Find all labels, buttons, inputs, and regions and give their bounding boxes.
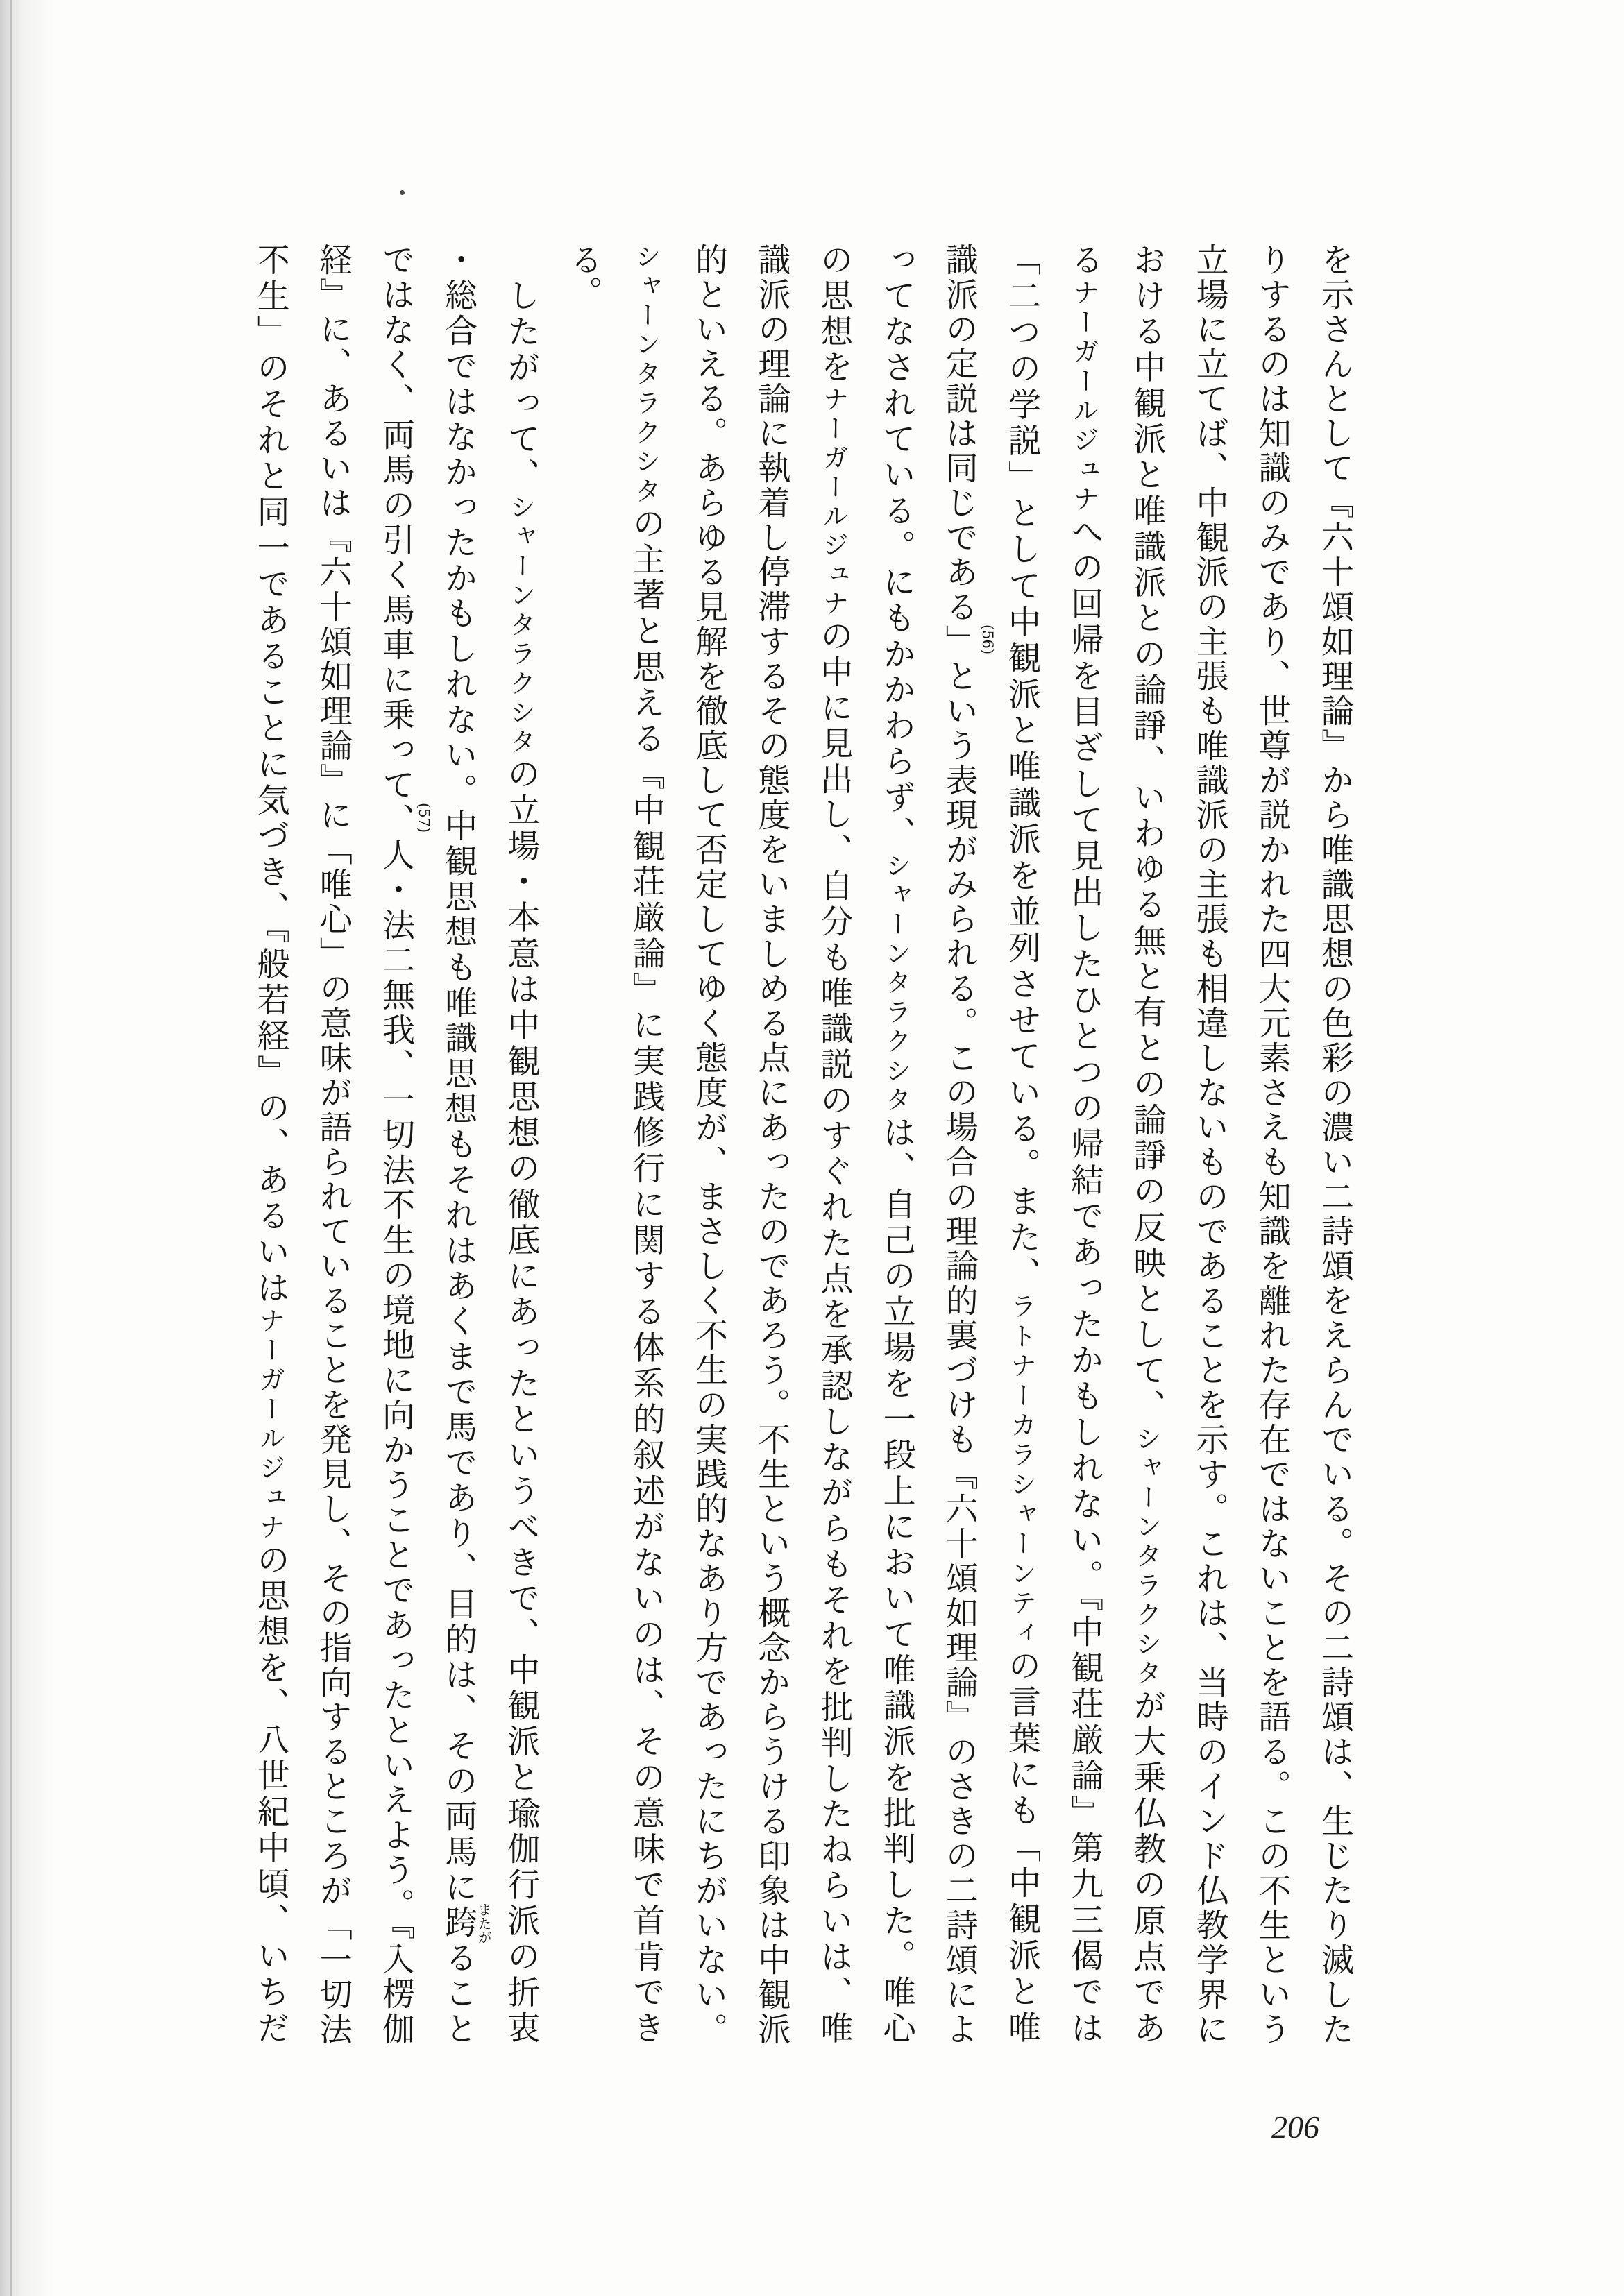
- text-line: [690, 243, 728, 2047]
- text-run: ってなされている。にもかかわらず、: [877, 243, 916, 852]
- text-column: [375, 243, 432, 2048]
- text-run: 跨: [439, 1905, 478, 1941]
- text-line: [815, 243, 853, 2047]
- text-run: の主著と思える『中観荘厳論』に実践修行に関する体系的叙述がないのは、その意味で首肯でき: [627, 506, 666, 2047]
- text-line: [1065, 243, 1103, 2047]
- text-run: ではなく、両馬の引く馬車に乗って: [377, 243, 415, 803]
- text-line: [878, 243, 916, 2047]
- text-line: [1128, 243, 1166, 2047]
- text-line: [502, 243, 540, 2047]
- text-line: [439, 243, 493, 2048]
- text-run: 識派の理論に執着し停滞するその態度をいましめる点にあったのであろう。不生という概念からうける印象は中観派: [752, 243, 791, 2047]
- text-column: [1126, 243, 1167, 2047]
- text-run: 人・法二無我、一切法不生の境地に向かうことであったといえよう。『入楞伽: [377, 837, 415, 2048]
- text-run: という表現がみられる。この場合の理論的裏づけも『六十頌如理論』のさきの二詩頌によ: [940, 659, 979, 2047]
- text-column: [876, 243, 917, 2047]
- text-line: [940, 243, 996, 2047]
- text-run: 「二つの学説」として中観派と唯識派を並列させている。また、: [1003, 243, 1041, 1293]
- text-column: [563, 243, 604, 2047]
- note-reference: (57): [416, 803, 432, 833]
- text-column: [500, 243, 541, 2047]
- text-run: の言葉にも「中観派と唯: [1003, 1649, 1041, 2047]
- text-run: の思想を、八世紀中頃、いちだ: [251, 1542, 290, 2047]
- text-run: る: [1065, 243, 1104, 279]
- text-line: [377, 243, 432, 2048]
- text-column: [625, 243, 667, 2047]
- text-column: [1314, 243, 1355, 2047]
- text-run: 立場に立てば、中観派の主張も唯識派の主張も相違しないものであることを示す。これは、当時のインド仏教学界に: [1190, 243, 1229, 2047]
- text-column: [750, 243, 792, 2047]
- text-column: [938, 243, 996, 2047]
- text-run: ・総合ではなかったかもしれない。中観思想も唯識思想もそれはあくまで馬であり、目的は、その両馬に: [439, 243, 478, 1906]
- text-line: [252, 243, 290, 2047]
- transliterated-name: ナーガールジュナ: [1069, 278, 1100, 515]
- transliterated-name: ナーガールジュナ: [255, 1307, 286, 1543]
- text-run: 、: [377, 803, 415, 838]
- text-run: 経』に、あるいは『六十頌如理論』に「唯心」の意味が語られていることを発見し、その指向するところが「一切法: [314, 243, 353, 2047]
- text-run: 的といえる。あらゆる見解を徹底して否定してゆく態度が、まさしく不生の実践的なあり方であったにちがいない。: [690, 243, 728, 2047]
- text-line: [314, 243, 353, 2047]
- text-run: の思想を: [815, 243, 854, 386]
- transliterated-name: シャーンタラクシタ: [630, 243, 661, 507]
- text-column: [250, 243, 291, 2047]
- note-anchor: [377, 803, 432, 838]
- text-run: 識派の定説は同じである: [940, 243, 979, 624]
- note-reference: (56): [979, 624, 996, 655]
- note-anchor: [940, 624, 996, 659]
- page-number: 206: [1271, 2109, 1319, 2145]
- text-column: [688, 243, 729, 2047]
- text-line: [1191, 243, 1229, 2047]
- text-line: [1003, 243, 1041, 2047]
- text-run: 不生」のそれと同一であることに気づき、『般若経』の、あるいは: [251, 243, 290, 1307]
- text-run: の立場・本意は中観思想の徹底にあったというべきで、中観派と瑜伽行派の折衷: [502, 757, 541, 2048]
- ruby-base: [439, 1902, 493, 1944]
- transliterated-name: ラトナーカラシャーンティ: [1006, 1292, 1037, 1649]
- text-column: [1251, 243, 1293, 2047]
- text-line: [565, 243, 603, 308]
- text-line: [752, 243, 790, 2047]
- text-run: への回帰を目ざして見出したひとつの帰結であったかもしれない。『中観荘厳論』第九三偈では: [1065, 514, 1104, 2047]
- transliterated-name: シャーンタラクシタ: [881, 851, 912, 1116]
- text-run: を示さんとして『六十頌如理論』から唯識思想の色彩の濃い二詩頌をえらんでいる。その二詩頌は、生じたり滅した: [1316, 243, 1354, 2047]
- text-run: したがって、: [502, 243, 541, 494]
- text-run: る。: [564, 243, 603, 308]
- text-column: [1001, 243, 1042, 2047]
- text-run: が大乗仏教の原点であ: [1128, 1688, 1167, 2048]
- text-line: [1253, 243, 1292, 2047]
- text-run: おける中観派と唯識派との論諍、いわゆる無と有との論諍の反映として、: [1128, 243, 1167, 1425]
- text-line: [1316, 243, 1354, 2047]
- text-line: [627, 243, 666, 2047]
- text-run: りするのは知識のみであり、世尊が説かれた四大元素さえも知識を離れた存在ではないことを語る。この不生という: [1253, 243, 1292, 2047]
- text-run: 」: [940, 624, 979, 659]
- text-column: [1063, 243, 1105, 2047]
- ruby-reading: またが: [475, 1902, 493, 1944]
- text-column: [813, 243, 854, 2047]
- text-column: [312, 243, 354, 2047]
- transliterated-name: ナーガールジュナ: [818, 385, 849, 620]
- text-column: [1189, 243, 1230, 2047]
- text-run: は、自己の立場を一段上において唯識派を批判した。唯心: [877, 1115, 916, 2047]
- text-column: [437, 243, 493, 2048]
- text-run: の中に見出し、自分も唯識説のすぐれた点を承認しながらもそれを批判したねらいは、唯: [815, 619, 854, 2048]
- text-run: ること: [439, 1941, 478, 2048]
- transliterated-name: シャーンタラクシタ: [505, 493, 536, 758]
- transliterated-name: シャーンタラクシタ: [1131, 1425, 1162, 1689]
